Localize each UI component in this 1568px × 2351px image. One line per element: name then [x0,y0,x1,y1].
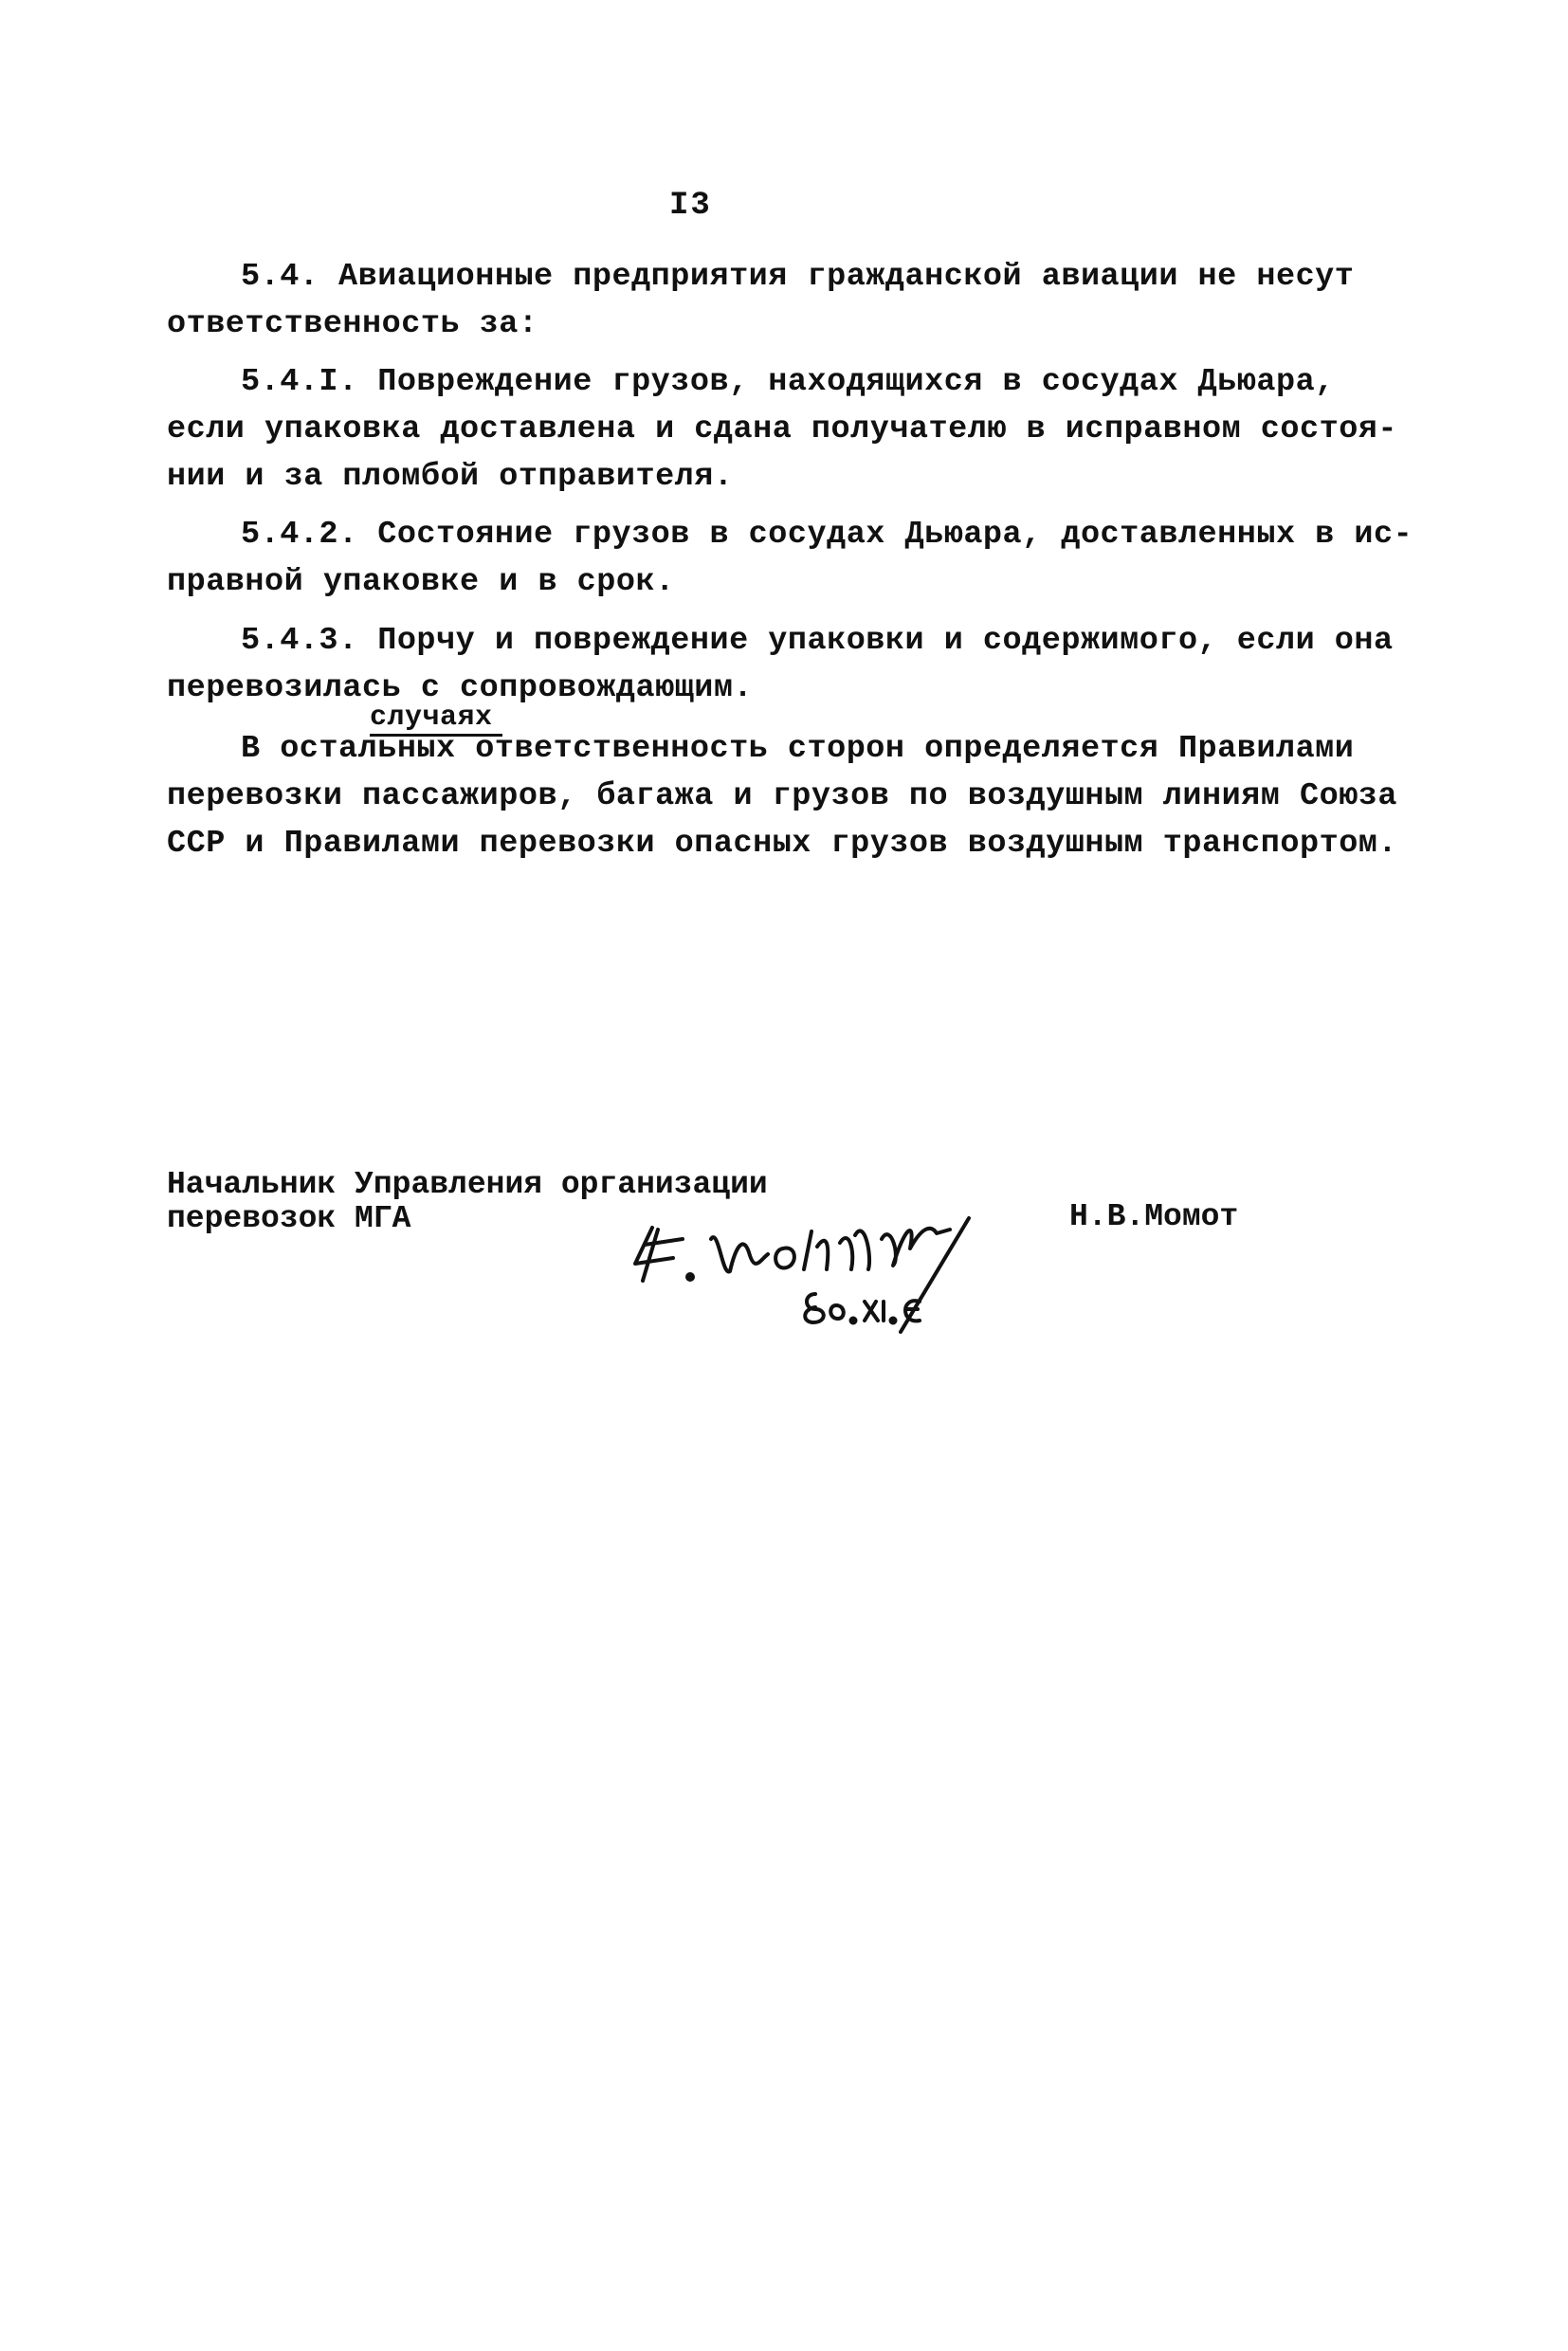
text-line: перевозки пассажиров, багажа и грузов по воздушным линиям Союза [167,778,1398,814]
page-number: I3 [669,188,712,224]
text-line: нии и за пломбой отправителя. [167,459,734,495]
text-line: ответственность за: [167,306,538,342]
inserted-word: случаях [370,702,493,734]
text-line: 5.4.I. Повреждение грузов, находящихся в сосудах Дьюара, [241,364,1335,400]
text-line: 5.4.2. Состояние грузов в сосудах Дьюара, доставленных в ис- [241,517,1413,553]
text-line: перевозилась с сопровождающим. [167,670,754,706]
text-line: В остальных ответственность сторон определяется Правилами [241,731,1355,767]
text-line: 5.4. Авиационные предприятия гражданской авиации не несут [241,259,1355,295]
signatory-position: Начальник Управления организации [167,1167,768,1202]
signatory-position: перевозок МГА [167,1201,411,1236]
text-line: если упаковка доставлена и сдана получателю в исправном состоя- [167,411,1398,447]
signatory-name: Н.В.Момот [1069,1199,1239,1234]
handwritten-signature [616,1190,1052,1341]
text-line: ССР и Правилами перевозки опасных грузов воздушным транспортом. [167,826,1398,862]
text-line: 5.4.3. Порчу и повреждение упаковки и содержимого, если она [241,623,1394,659]
text-line: правной упаковке и в срок. [167,564,675,600]
